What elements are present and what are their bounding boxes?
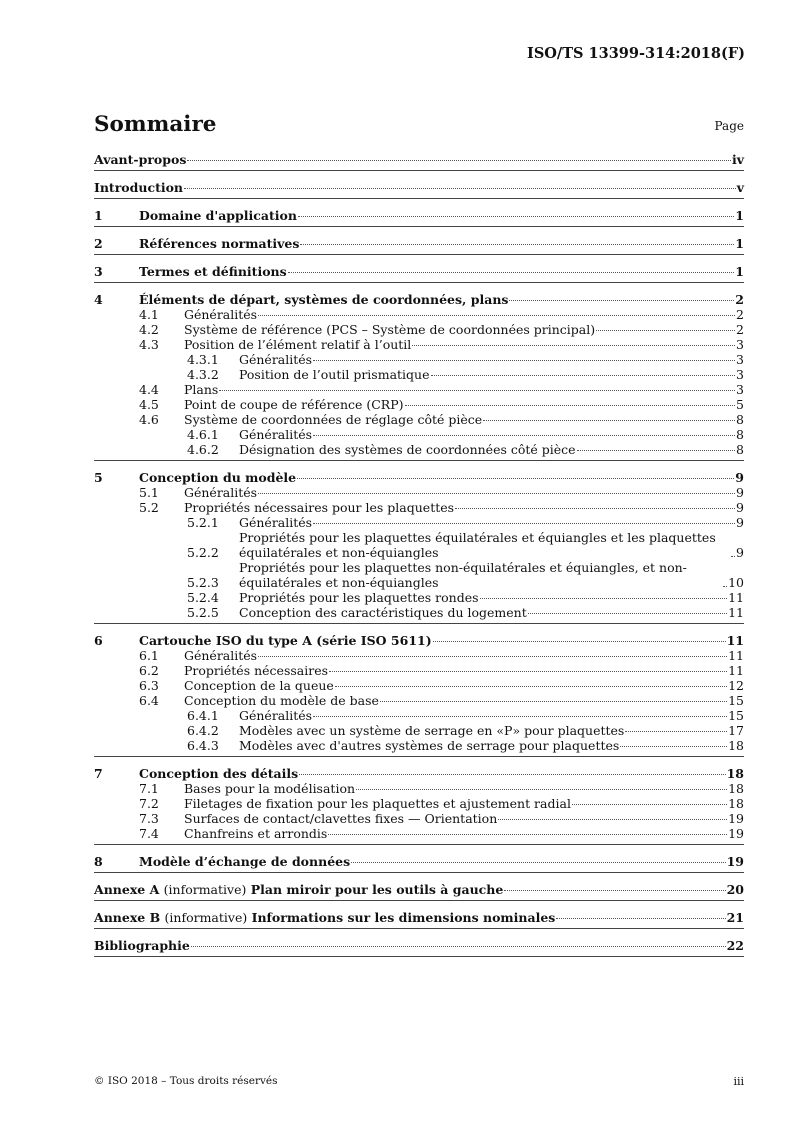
- section-separator: [94, 623, 744, 624]
- toc-entry-page: 1: [735, 264, 744, 279]
- toc-entry-page: 2: [736, 307, 744, 322]
- toc-entry[interactable]: [94, 854, 744, 873]
- dot-leader: [184, 188, 736, 189]
- dot-leader: [258, 315, 735, 316]
- toc-entry-number: 6.2: [139, 663, 159, 678]
- toc-entry-title: Système de coordonnées de réglage côté pièce: [184, 412, 483, 427]
- toc-entry[interactable]: [94, 485, 744, 500]
- dot-leader: [504, 890, 725, 891]
- toc-entry-page: 5: [736, 397, 744, 412]
- toc-entry[interactable]: [94, 442, 744, 461]
- toc-entry-number: 7.3: [139, 811, 159, 826]
- toc-entry-page: 18: [728, 781, 744, 796]
- toc-entry-number: 7.1: [139, 781, 159, 796]
- toc-entry-number: 6.4.1: [187, 708, 219, 723]
- toc-entry[interactable]: [94, 882, 744, 901]
- toc-entry-number: 6.4.3: [187, 738, 219, 753]
- toc-entry-page: 3: [736, 367, 744, 382]
- toc-entry-title: Système de référence (PCS – Système de coordonnées principal): [184, 322, 596, 337]
- toc-entry-page: 1: [735, 208, 744, 223]
- toc-entry[interactable]: [94, 500, 744, 515]
- toc-entry[interactable]: [94, 826, 744, 845]
- toc-entry[interactable]: [94, 678, 744, 693]
- toc-entry-page: 11: [728, 648, 744, 663]
- toc-entry[interactable]: [94, 208, 744, 227]
- annex-label: Annexe A: [94, 882, 160, 897]
- toc-entry[interactable]: [94, 337, 744, 352]
- toc-entry-number: 5.1: [139, 485, 159, 500]
- toc-entry-page: 3: [736, 382, 744, 397]
- toc-entry-page: 18: [726, 766, 744, 781]
- document-id: ISO/TS 13399-314:2018(F): [527, 45, 745, 62]
- toc-entry-title: Conception du modèle: [139, 470, 297, 485]
- dot-leader: [298, 216, 734, 217]
- toc-entry-number: 6.3: [139, 678, 159, 693]
- toc-entry-page: 11: [728, 663, 744, 678]
- toc-entry-title: Désignation des systèmes de coordonnées côté pièce: [239, 442, 576, 457]
- toc-entry-page: 11: [728, 590, 744, 605]
- toc-entry-page: 9: [736, 515, 744, 530]
- dot-leader: [433, 641, 726, 642]
- toc-entry[interactable]: [94, 796, 744, 811]
- toc-entry-page: 2: [736, 322, 744, 337]
- dot-leader: [509, 300, 734, 301]
- toc-entry-page: 21: [726, 910, 744, 925]
- section-separator: [94, 254, 744, 255]
- annex-title: Plan miroir pour les outils à gauche: [250, 882, 504, 897]
- toc-entry[interactable]: [94, 530, 744, 560]
- toc-entry-number: 5.2.5: [187, 605, 219, 620]
- section-separator: [94, 956, 744, 957]
- toc-entry-title: Propriétés nécessaires pour les plaquettes: [184, 500, 455, 515]
- toc-entry-title: Éléments de départ, systèmes de coordonnées, plans: [139, 292, 509, 307]
- toc-entry[interactable]: [94, 152, 744, 171]
- dot-leader: [596, 330, 735, 331]
- toc-entry-number: 4.3.1: [187, 352, 219, 367]
- toc-entry-page: 17: [728, 723, 744, 738]
- toc-entry-page: 10: [728, 575, 744, 590]
- toc-entry-page: 9: [736, 485, 744, 500]
- toc-entry-title: Généralités: [184, 485, 258, 500]
- dot-leader: [412, 345, 735, 346]
- toc-entry[interactable]: [94, 515, 744, 530]
- toc-entry[interactable]: [94, 766, 744, 781]
- toc-entry-number: 7.4: [139, 826, 159, 841]
- dot-leader: [572, 804, 727, 805]
- toc-entry-number: 7.2: [139, 796, 159, 811]
- toc-entry-title: Filetages de fixation pour les plaquettes et ajustement radial: [184, 796, 571, 811]
- toc-entry-title: Position de l’outil prismatique: [239, 367, 430, 382]
- toc-entry-page: 1: [735, 236, 744, 251]
- toc-entry-number: 2: [94, 236, 103, 251]
- toc-entry-page: 8: [736, 412, 744, 427]
- toc-entry[interactable]: [94, 322, 744, 337]
- toc-entry-title: Domaine d'application: [139, 208, 297, 223]
- toc-entry[interactable]: [94, 560, 744, 590]
- toc-entry[interactable]: [94, 648, 744, 663]
- toc-entry[interactable]: [94, 367, 744, 382]
- toc-entry-number: 6: [94, 633, 103, 648]
- toc-entry-title: Généralités: [239, 515, 313, 530]
- toc-entry[interactable]: [94, 307, 744, 322]
- toc-entry-number: 8: [94, 854, 103, 869]
- dot-leader: [313, 435, 735, 436]
- toc-entry-page: 2: [735, 292, 744, 307]
- toc-entry-page: 12: [728, 678, 744, 693]
- toc-entry-number: 4.1: [139, 307, 159, 322]
- toc-entry[interactable]: [94, 605, 744, 624]
- toc-entry-page: 9: [736, 545, 744, 560]
- toc-entry-number: 6.4.2: [187, 723, 219, 738]
- toc-entry-number: 4.2: [139, 322, 159, 337]
- toc-entry-title: Propriétés pour les plaquettes équilatérales et équiangles et les plaquettes équilatérales et non-équiangles: [239, 530, 716, 560]
- toc-entry-title: Conception du modèle de base: [184, 693, 379, 708]
- toc-entry-title: Chanfreins et arrondis: [184, 826, 328, 841]
- toc-entry-title: Propriétés pour les plaquettes non-équilatérales et équiangles, et non-équilatérales et non-équiangles: [239, 560, 687, 590]
- toc-entry-number: 5.2.1: [187, 515, 219, 530]
- toc-entry-title: Bases pour la modélisation: [184, 781, 356, 796]
- toc-entry-title: Généralités: [184, 648, 258, 663]
- toc-entry[interactable]: [94, 292, 744, 307]
- dot-leader: [313, 360, 735, 361]
- toc-entry-title: Position de l’élément relatif à l’outil: [184, 337, 412, 352]
- toc-entry[interactable]: [94, 781, 744, 796]
- annex-note: (informative): [163, 882, 247, 897]
- dot-leader: [328, 834, 727, 835]
- toc-entry-title: [94, 910, 555, 925]
- dot-leader: [625, 731, 727, 732]
- toc-entry-number: 4.3: [139, 337, 159, 352]
- toc-entry-title: Conception des détails: [139, 766, 299, 781]
- toc-entry[interactable]: [94, 427, 744, 442]
- page-title: Sommaire: [94, 112, 217, 137]
- dot-leader: [356, 789, 727, 790]
- toc-entry-page: 11: [726, 633, 744, 648]
- toc-entry-title: Modèles avec un système de serrage en «P» pour plaquettes: [239, 723, 625, 738]
- toc-entry-number: 4.6.1: [187, 427, 219, 442]
- toc-entry-page: 19: [726, 854, 744, 869]
- copyright-footer: © ISO 2018 – Tous droits réservés: [94, 1075, 278, 1087]
- dot-leader: [351, 862, 725, 863]
- toc-entry-number: 7: [94, 766, 103, 781]
- toc-entry-number: 4.5: [139, 397, 159, 412]
- toc-entry-title: Modèle d’échange de données: [139, 854, 351, 869]
- dot-leader: [731, 556, 735, 557]
- toc-entry-title: Modèles avec d'autres systèmes de serrage pour plaquettes: [239, 738, 620, 753]
- toc-entry-number: 1: [94, 208, 103, 223]
- toc-entry[interactable]: [94, 663, 744, 678]
- toc-entry-title: Introduction: [94, 180, 184, 195]
- toc-entry-title: Propriétés nécessaires: [184, 663, 329, 678]
- toc-entry-title: Avant-propos: [94, 152, 187, 167]
- toc-entry-page: 9: [735, 470, 744, 485]
- dot-leader: [258, 493, 735, 494]
- toc-entry-number: 4.4: [139, 382, 159, 397]
- toc-entry-title: [94, 882, 503, 897]
- toc-entry[interactable]: [94, 180, 744, 199]
- toc-entry-number: 5.2: [139, 500, 159, 515]
- toc-entry-page: iv: [731, 152, 744, 167]
- toc-entry-title: Termes et définitions: [139, 264, 287, 279]
- toc-entry-page: 19: [728, 811, 744, 826]
- dot-leader: [380, 701, 727, 702]
- section-separator: [94, 756, 744, 757]
- dot-leader: [335, 686, 727, 687]
- section-separator: [94, 198, 744, 199]
- page-column-label: Page: [714, 119, 744, 133]
- toc-entry-number: 5.2.3: [187, 575, 219, 590]
- toc-entry-number: 3: [94, 264, 103, 279]
- toc-entry[interactable]: [94, 412, 744, 427]
- toc-entry[interactable]: [94, 590, 744, 605]
- dot-leader: [313, 716, 727, 717]
- section-separator: [94, 872, 744, 873]
- dot-leader: [329, 671, 727, 672]
- toc-entry-page: 3: [736, 352, 744, 367]
- annex-label: Annexe B: [94, 910, 161, 925]
- toc-entry-title: Surfaces de contact/clavettes fixes — Orientation: [184, 811, 498, 826]
- toc-entry[interactable]: [94, 910, 744, 929]
- dot-leader: [313, 523, 735, 524]
- toc-entry[interactable]: [94, 397, 744, 412]
- toc-entry[interactable]: [94, 723, 744, 738]
- toc-entry-title: Plans: [184, 382, 219, 397]
- table-of-contents: [94, 152, 744, 957]
- annex-note: (informative): [164, 910, 248, 925]
- annex-title: Informations sur les dimensions nominales: [251, 910, 556, 925]
- toc-entry-number: 5: [94, 470, 103, 485]
- toc-entry-page: 18: [728, 796, 744, 811]
- dot-leader: [528, 613, 727, 614]
- toc-entry-page: 3: [736, 337, 744, 352]
- toc-entry-number: 4: [94, 292, 103, 307]
- toc-entry-page: 20: [726, 882, 744, 897]
- dot-leader: [498, 819, 727, 820]
- toc-entry-title: Références normatives: [139, 236, 300, 251]
- section-separator: [94, 844, 744, 845]
- dot-leader: [219, 390, 735, 391]
- dot-leader: [483, 420, 735, 421]
- toc-entry[interactable]: [94, 693, 744, 708]
- toc-entry[interactable]: [94, 352, 744, 367]
- toc-entry-page: 9: [736, 500, 744, 515]
- toc-entry-page: v: [736, 180, 744, 195]
- dot-leader: [258, 656, 727, 657]
- section-separator: [94, 460, 744, 461]
- dot-leader: [288, 272, 735, 273]
- dot-leader: [431, 375, 736, 376]
- toc-entry[interactable]: [94, 470, 744, 485]
- toc-entry-page: 15: [728, 708, 744, 723]
- toc-entry-number: 6.1: [139, 648, 159, 663]
- toc-entry-title: Généralités: [239, 352, 313, 367]
- toc-entry[interactable]: [94, 811, 744, 826]
- section-separator: [94, 226, 744, 227]
- section-separator: [94, 928, 744, 929]
- toc-entry-page: 22: [726, 938, 744, 953]
- toc-entry-number: 5.2.4: [187, 590, 219, 605]
- dot-leader: [297, 478, 734, 479]
- dot-leader: [455, 508, 735, 509]
- toc-entry-number: 6.4: [139, 693, 159, 708]
- dot-leader: [620, 746, 727, 747]
- toc-entry-title: Conception des caractéristiques du logement: [239, 605, 527, 620]
- toc-entry-title: Généralités: [239, 708, 313, 723]
- toc-entry[interactable]: [94, 236, 744, 255]
- dot-leader: [480, 598, 728, 599]
- toc-entry-number: 4.6.2: [187, 442, 219, 457]
- toc-entry-number: 4.3.2: [187, 367, 219, 382]
- toc-entry-title: Conception de la queue: [184, 678, 334, 693]
- toc-entry-page: 15: [728, 693, 744, 708]
- page-number: iii: [733, 1075, 744, 1088]
- toc-entry-title: Point de coupe de référence (CRP): [184, 397, 404, 412]
- section-separator: [94, 900, 744, 901]
- toc-entry-page: 11: [728, 605, 744, 620]
- toc-entry-title: Généralités: [239, 427, 313, 442]
- toc-entry-title: Cartouche ISO du type A (série ISO 5611): [139, 633, 432, 648]
- dot-leader: [300, 244, 734, 245]
- toc-entry-page: 8: [736, 427, 744, 442]
- dot-leader: [187, 160, 731, 161]
- toc-entry-page: 8: [736, 442, 744, 457]
- toc-entry-page: 18: [728, 738, 744, 753]
- toc-entry[interactable]: [94, 708, 744, 723]
- dot-leader: [577, 450, 735, 451]
- toc-entry-page: 19: [728, 826, 744, 841]
- toc-entry-number: 5.2.2: [187, 545, 219, 560]
- dot-leader: [405, 405, 736, 406]
- toc-entry-title: Généralités: [184, 307, 258, 322]
- toc-entry[interactable]: [94, 938, 744, 957]
- dot-leader: [723, 586, 727, 587]
- toc-entry-number: 4.6: [139, 412, 159, 427]
- toc-entry-title: Bibliographie: [94, 938, 190, 953]
- section-separator: [94, 170, 744, 171]
- toc-entry[interactable]: [94, 738, 744, 757]
- toc-entry-title: Propriétés pour les plaquettes rondes: [239, 590, 479, 605]
- dot-leader: [299, 774, 725, 775]
- toc-entry[interactable]: [94, 382, 744, 397]
- toc-entry[interactable]: [94, 264, 744, 283]
- section-separator: [94, 282, 744, 283]
- dot-leader: [191, 946, 726, 947]
- toc-entry[interactable]: [94, 633, 744, 648]
- dot-leader: [556, 918, 725, 919]
